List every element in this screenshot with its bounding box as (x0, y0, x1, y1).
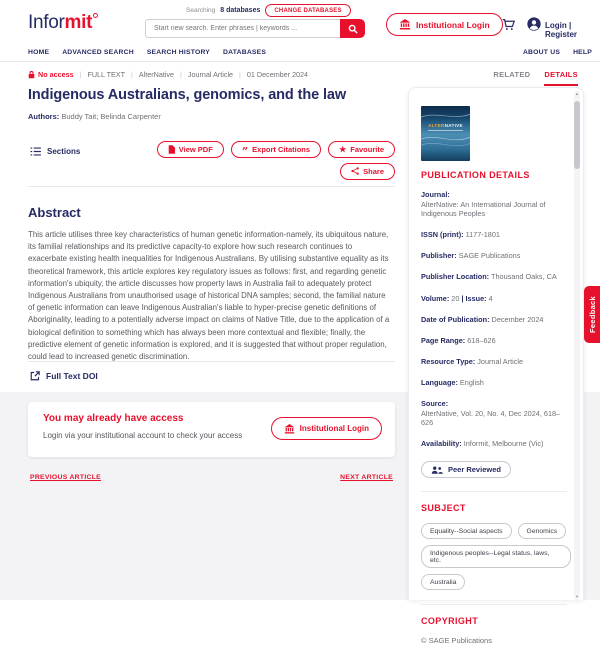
pdf-file-icon (168, 145, 175, 154)
institutional-login-label: Institutional Login (299, 424, 369, 433)
field-issn (421, 230, 567, 240)
scroll-up-icon[interactable]: ▲ (575, 91, 579, 96)
copyright-heading: COPYRIGHT (421, 616, 479, 627)
full-text-doi-label: Full Text DOI (46, 371, 98, 381)
divider (28, 186, 395, 187)
nav-item-help[interactable]: HELP (573, 49, 592, 56)
institutional-login-button[interactable] (386, 13, 503, 36)
full-text-doi-link[interactable] (30, 371, 98, 381)
authors-label: Authors: (28, 112, 60, 121)
nav-left-group (28, 49, 266, 56)
field-value: AlterNative: An International Journal of Indigenous Peoples (421, 199, 546, 219)
field-label: Source: (421, 399, 449, 409)
field-page-range (421, 336, 567, 346)
authors-line (28, 112, 161, 121)
share-button[interactable] (340, 163, 395, 180)
field-label: Publisher: (421, 251, 457, 261)
field-label: Availability: (421, 439, 462, 449)
share-icon (351, 167, 359, 175)
action-buttons-row (157, 141, 395, 158)
view-pdf-button[interactable] (157, 141, 224, 158)
subject-tag[interactable]: Indigenous peoples--Legal status, laws, etc. (421, 545, 571, 568)
peer-reviewed-badge (421, 461, 511, 478)
nav-item-search-history[interactable]: SEARCH HISTORY (146, 49, 211, 56)
institutional-login-button[interactable] (271, 417, 382, 440)
cart-icon[interactable] (502, 18, 515, 31)
scrollbar-thumb[interactable] (574, 101, 580, 169)
search-button[interactable] (340, 19, 365, 38)
logo-text-prefix: Infor (28, 12, 65, 33)
scroll-down-icon[interactable]: ▼ (575, 594, 579, 599)
field-label: Journal: (421, 190, 450, 199)
export-citations-button[interactable] (231, 141, 321, 158)
tab-details[interactable]: DETAILS (544, 70, 578, 86)
cover-title: ALTERNATIVE (428, 123, 463, 128)
field-journal (421, 190, 567, 219)
field-label: Publisher Location: (421, 272, 490, 282)
field-value: Journal Article (477, 356, 524, 366)
access-banner (28, 402, 395, 457)
field-value: December 2024 (491, 314, 544, 324)
breadcrumb-separator: | (180, 70, 182, 79)
field-label: Date of Publication: (421, 314, 490, 324)
tab-related[interactable]: RELATED (493, 70, 531, 79)
panel-scrollbar[interactable] (574, 91, 580, 600)
field-language (421, 378, 567, 388)
field-value: 618–626 (467, 335, 496, 345)
breadcrumb-date: 01 December 2024 (246, 70, 309, 79)
login-register-link[interactable]: Login | Register (545, 21, 578, 39)
external-link-icon (30, 371, 40, 381)
nav-item-about-us[interactable]: ABOUT US (522, 49, 561, 56)
search-icon (348, 24, 358, 34)
change-databases-button[interactable]: CHANGE DATABASES (265, 4, 350, 17)
people-icon (431, 466, 443, 474)
subject-tag[interactable]: Equality--Social aspects (421, 523, 512, 539)
subject-tag[interactable]: Australia (421, 574, 465, 590)
field-value: SAGE Publications (458, 251, 521, 261)
copyright-text: © SAGE Publications (421, 636, 492, 645)
field-availability (421, 439, 567, 449)
search-bar (145, 19, 365, 38)
divider (28, 361, 395, 362)
breadcrumb-full-text[interactable]: FULL TEXT (87, 70, 125, 79)
field-publication-date (421, 315, 567, 325)
searching-label: Searching (186, 7, 216, 14)
field-value: Thousand Oaks, CA (491, 272, 557, 282)
page-title: Indigenous Australians, genomics, and the law (28, 87, 347, 103)
details-panel (408, 87, 584, 645)
divider (421, 604, 567, 605)
list-icon (30, 147, 41, 156)
cover-subtitle-line (428, 130, 463, 131)
database-count: 8 databases (220, 7, 261, 14)
sections-toggle[interactable] (30, 147, 80, 156)
field-publisher-location (421, 272, 567, 282)
peer-reviewed-label: Peer Reviewed (448, 465, 501, 475)
breadcrumb-separator: | (130, 70, 133, 79)
quote-icon: ” (241, 144, 249, 158)
breadcrumb (28, 70, 308, 79)
abstract-text: This article utilises three key characteristics of human genetic information-namely, its ubiquitous nature, its familial relationships and its predictive capacity-to explore how such research continues to exacerbate existing health inequalities for Indigenous Australians. By utilising substantive equality as its theoretical framework, this article explores key regulatory issues as follows: first, and regarding genetic information's ubiquity, the article discusses how property laws in Australia fail to adequately protect Indigenous Australians from unauthorised usage of historical DNA samples; second, the familial nature of genetic information can leave Indigenous Australian's liable to hyper-precise genetic definitions of Aboriginality, leading to a potentially adverse impact on claims of Native Title, due to the application of a biological definition to something which has always been more contextual and flexible; finally, the predictive element of genetic information is explored, and it is suggested that without proper regulation, could lead to increased genetic discrimination. (28, 230, 390, 362)
sections-label: Sections (47, 147, 81, 156)
divider (421, 491, 567, 492)
field-value: 20 (451, 293, 460, 303)
journal-cover-image (421, 106, 470, 161)
share-label: Share (363, 166, 384, 176)
access-banner-title: You may already have access (43, 413, 184, 424)
abstract-heading: Abstract (28, 205, 81, 220)
next-article-link[interactable]: NEXT ARTICLE (340, 474, 393, 481)
nav-item-databases[interactable]: DATABASES (223, 49, 267, 56)
field-label: | Issue: (461, 293, 487, 303)
view-pdf-label: View PDF (178, 145, 213, 154)
access-status (28, 70, 74, 79)
publication-details-heading: PUBLICATION DETAILS (421, 170, 530, 180)
previous-article-link[interactable]: PREVIOUS ARTICLE (30, 474, 102, 481)
informit-logo[interactable] (28, 12, 98, 34)
favourite-button[interactable] (328, 141, 395, 158)
field-source (421, 399, 567, 428)
breadcrumb-resource-type: Journal Article (187, 70, 234, 79)
logo-ring-icon (93, 13, 98, 18)
breadcrumb-separator: | (239, 70, 241, 79)
field-volume-issue (421, 294, 567, 304)
share-row (340, 162, 395, 180)
searching-status (186, 4, 351, 17)
export-citations-label: Export Citations (252, 145, 311, 154)
authors-value: Buddy Tait; Belinda Carpenter (61, 112, 161, 121)
breadcrumb-separator: | (79, 70, 82, 79)
primary-nav (0, 44, 600, 62)
nav-right-group (523, 49, 592, 56)
subject-heading: SUBJECT (421, 503, 466, 514)
star-icon: ★ (339, 144, 347, 154)
field-label: Page Range: (421, 335, 466, 345)
user-icon[interactable] (527, 17, 541, 31)
institutional-login-label: Institutional Login (416, 19, 490, 30)
subject-tags (421, 523, 571, 590)
favourite-label: Favourite (350, 145, 384, 154)
feedback-label: Feedback (587, 296, 597, 333)
subject-tag[interactable]: Genomics (518, 523, 567, 539)
nav-item-advanced-search[interactable]: ADVANCED SEARCH (62, 49, 134, 56)
field-label: Volume: (421, 293, 450, 303)
field-value: AlterNative, Vol. 20, No. 4, Dec 2024, 618–626 (421, 408, 561, 428)
side-tabs (493, 70, 578, 86)
field-label: Language: (421, 377, 458, 387)
field-label: ISSN (print): (421, 230, 464, 240)
field-value: English (459, 377, 484, 387)
nav-item-home[interactable]: HOME (28, 49, 50, 56)
lock-icon (28, 70, 35, 79)
field-label: Resource Type: (421, 356, 476, 366)
feedback-tab[interactable] (584, 286, 600, 343)
access-label: No access (38, 70, 74, 79)
field-publisher (421, 251, 567, 261)
bank-icon (399, 19, 411, 30)
bank-icon (284, 424, 295, 434)
search-input[interactable] (145, 19, 340, 38)
access-banner-subtitle: Login via your institutional account to check your access (43, 431, 243, 440)
breadcrumb-journal[interactable]: AlterNative (138, 70, 175, 79)
field-resource-type (421, 357, 567, 367)
field-value: 1177-1801 (465, 230, 500, 240)
field-value: 4 (488, 293, 493, 303)
logo-text-suffix: mit (64, 12, 93, 33)
field-value: Informit, Melbourne (Vic) (463, 439, 544, 449)
